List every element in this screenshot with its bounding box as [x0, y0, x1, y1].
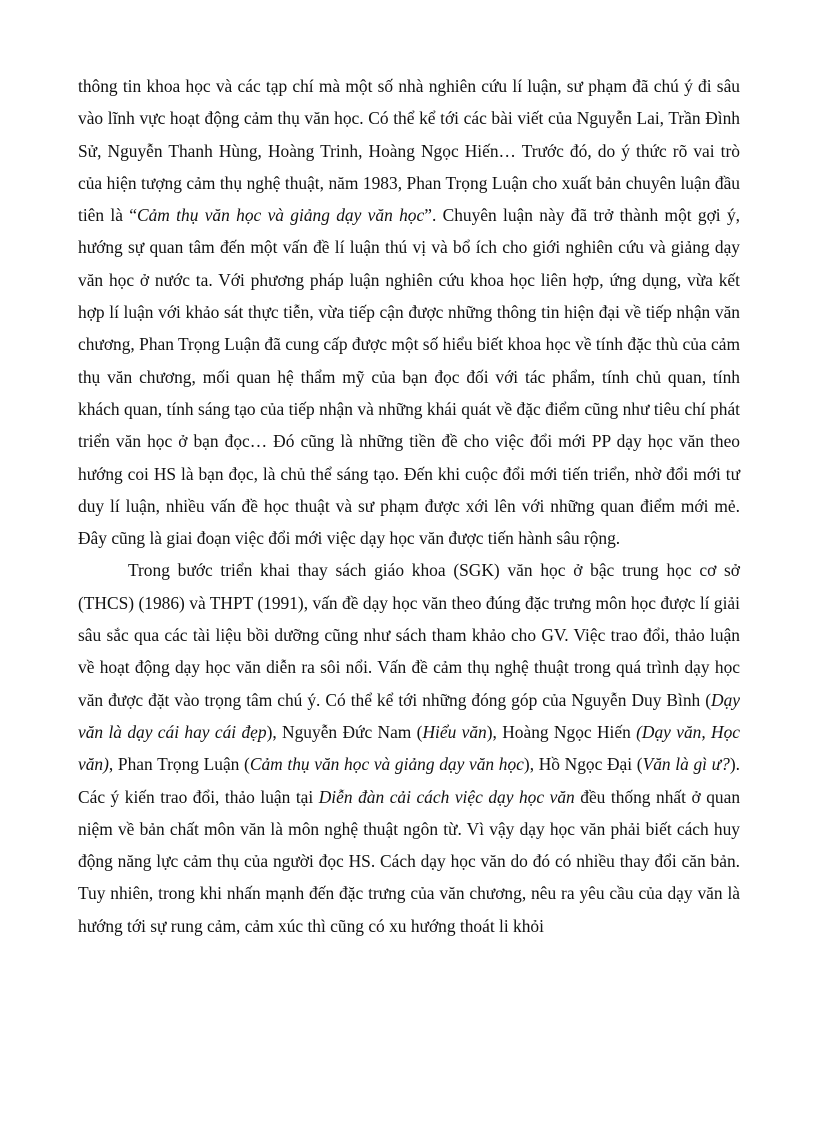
book-title-day-van-hoc-van: (Dạy văn, Học văn)	[78, 721, 741, 775]
paragraph-2	[78, 554, 740, 942]
paragraph-1-text-2: ”. Chuyên luận này đã trở thành một gợi ý, hướng sự quan tâm đến một vấn đề lí luận thú vị và bổ ích cho giới nghiên cứu và giảng dạy văn học ở nước ta. Với phương pháp luận nghiên cứu khoa học liên hợp, ứng dụng, vừa kết hợp lí luận với khảo sát thực tiễn, vừa tiếp cận được những thông tin hiện đại về tiếp nhận văn chương, Phan Trọng Luận đã cung cấp được một số hiểu biết khoa học về tính đặc thù của cảm thụ văn chương, mối quan hệ thẩm mỹ của bạn đọc đối với tác phẩm, tính chủ quan, tính khách quan, tính sáng tạo của tiếp nhận và những khái quát về đặc điểm cũng như tiêu chí phát triển văn học ở bạn đọc… Đó cũng là những tiền đề cho việc đổi mới PP dạy học văn theo hướng coi HS là bạn đọc, là chủ thể sáng tạo. Đến khi cuộc đổi mới tiến triển, nhờ đổi mới tư duy lí luận, nhiều vấn đề học thuật và sư phạm được xới lên với những quan điểm mới mẻ. Đây cũng là giai đoạn việc đổi mới việc dạy học văn được tiến hành sâu rộng.	[78, 205, 741, 549]
book-title-cam-thu: Cảm thụ văn học và giảng dạy văn học	[137, 205, 425, 226]
paragraph-2-text-2: ), Nguyễn Đức Nam (	[266, 721, 423, 742]
book-title-cam-thu-2: Cảm thụ văn học và giảng dạy văn học	[249, 754, 524, 775]
paragraph-2-text-6: ). Các ý kiến trao đổi, thảo luận tại	[78, 754, 740, 807]
forum-title: Diễn đàn cải cách việc dạy học văn	[318, 786, 575, 807]
book-title-day-van: Dạy văn là dạy cái hay cái đẹp	[78, 689, 740, 742]
paragraph-1-text-1: thông tin khoa học và các tạp chí mà một số nhà nghiên cứu lí luận, sư phạm đã chú ý đi sâu vào lĩnh vực hoạt động cảm thụ văn học. Có thể kể tới các bài viết của Nguyễn Lai, Trần Đình Sử, Nguyễn Thanh Hùng, Hoàng Trinh, Hoàng Ngọc Hiến… Trước đó, do ý thức rõ vai trò của hiện tượng cảm thụ nghệ thuật, năm 1983, Phan Trọng Luận cho xuất bản chuyên luận đầu tiên là “	[78, 76, 740, 226]
paragraph-2-text-5: ), Hồ Ngọc Đại (	[523, 754, 643, 775]
paragraph-2-text-4: , Phan Trọng Luận (	[108, 754, 250, 775]
paragraph-2-text-3: ), Hoàng Ngọc Hiến	[486, 721, 637, 742]
book-title-hieu-van: Hiểu văn	[422, 721, 487, 742]
paragraph-2-text-1: Trong bước triển khai thay sách giáo khoa (SGK) văn học ở bậc trung học cơ sở (THCS) (1986) và THPT (1991), vấn đề dạy học văn theo đúng đặc trưng môn học được lí giải sâu sắc qua các tài liệu bồi dưỡng cũng như sách tham khảo cho GV. Việc trao đổi, thảo luận về hoạt động dạy học văn diễn ra sôi nổi. Vấn đề cảm thụ nghệ thuật trong quá trình dạy học văn được đặt vào trọng tâm chú ý. Có thể kể tới những đóng góp của Nguyễn Duy Bình (	[78, 560, 740, 710]
paragraph-1	[78, 70, 740, 554]
document-page	[78, 70, 740, 942]
paragraph-2-text-7: đều thống nhất ở quan niệm về bản chất môn văn là môn nghệ thuật ngôn từ. Vì vậy dạy học văn phải biết cách huy động năng lực cảm thụ của người đọc HS. Cách dạy học văn do đó có nhiều thay đổi căn bản. Tuy nhiên, trong khi nhấn mạnh đến đặc trưng của văn chương, nêu ra yêu cầu của dạy văn là hướng tới sự rung cảm, cảm xúc thì cũng có xu hướng thoát li khỏi	[78, 786, 741, 936]
book-title-van-la-gi: Văn là gì ư?	[642, 754, 730, 775]
